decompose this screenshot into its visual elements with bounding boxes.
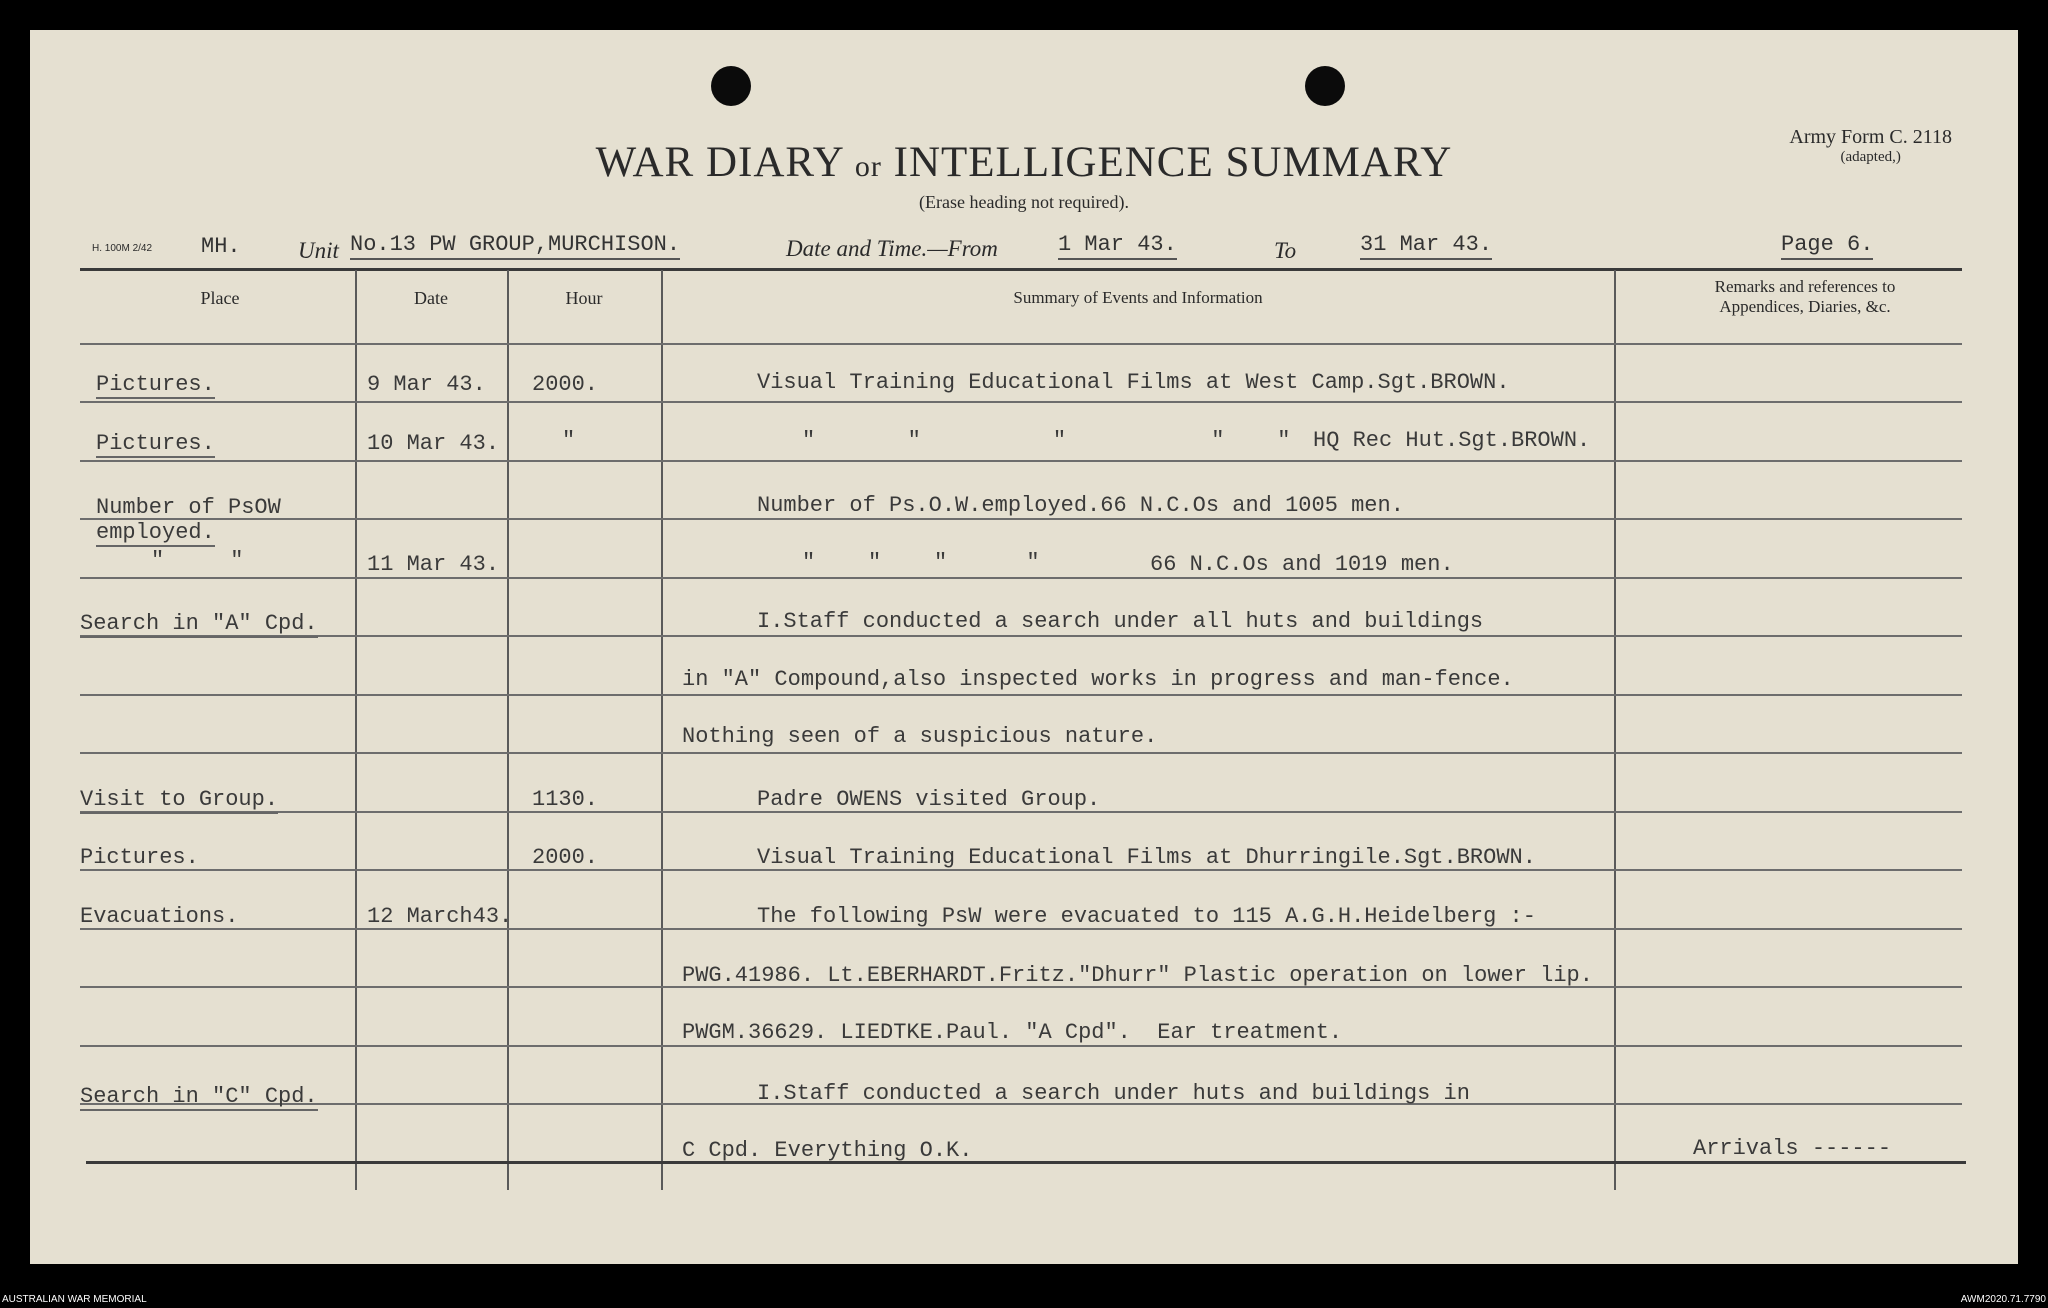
print-code: H. 100M 2/42 xyxy=(92,243,153,254)
archive-reference: AWM2020.71.7790 xyxy=(1960,1294,2046,1305)
title-or: or xyxy=(854,150,882,183)
entry-place: Visit to Group. xyxy=(80,787,279,812)
column-divider xyxy=(661,270,663,1190)
row-rule xyxy=(80,752,1962,754)
entry-place: employed. xyxy=(96,520,215,545)
from-date: 1 Mar 43. xyxy=(1058,232,1177,260)
row-rule xyxy=(80,635,1962,637)
entry-summary: I.Staff conducted a search under huts and buildings in xyxy=(757,1081,1470,1106)
unit-value: No.13 PW GROUP,MURCHISON. xyxy=(350,232,680,260)
row-rule xyxy=(80,577,1962,579)
row-rule xyxy=(80,401,1962,403)
title-part-2: INTELLIGENCE SUMMARY xyxy=(893,139,1453,186)
form-number xyxy=(1789,126,1952,166)
row-rule xyxy=(80,343,1962,345)
entry-place-ditto: " " xyxy=(151,548,244,573)
form-number-line2: (adapted,) xyxy=(1840,149,1901,165)
entry-summary-ditto: " " " " xyxy=(802,550,1040,575)
entry-date: 10 Mar 43. xyxy=(367,431,500,456)
entry-date: 9 Mar 43. xyxy=(367,372,486,397)
remarks-header-line2: Appendices, Diaries, &c. xyxy=(1719,297,1891,316)
entry-hour-ditto: " xyxy=(562,428,576,453)
header-row xyxy=(30,226,2018,270)
entry-hour: 1130. xyxy=(532,787,599,812)
mh-mark: MH. xyxy=(201,234,241,259)
entry-hour: 2000. xyxy=(532,845,599,870)
entry-date: 12 March43. xyxy=(367,904,513,929)
entry-summary: C Cpd. Everything O.K. xyxy=(682,1138,973,1163)
row-rule xyxy=(80,1045,1962,1047)
to-label: To xyxy=(1274,238,1297,263)
column-header-remarks xyxy=(1615,277,1995,317)
entry-summary-ditto: " " " " " xyxy=(802,428,1291,453)
punch-hole xyxy=(711,66,751,106)
table-top-rule xyxy=(80,268,1962,271)
entry-summary: PWGM.36629. LIEDTKE.Paul. "A Cpd". Ear treatment. xyxy=(682,1020,1343,1045)
entry-summary: PWG.41986. Lt.EBERHARDT.Fritz."Dhurr" Plastic operation on lower lip. xyxy=(682,963,1593,988)
entry-place: Pictures. xyxy=(80,845,199,870)
row-rule xyxy=(80,694,1962,696)
entry-summary: Visual Training Educational Films at Dhurringile.Sgt.BROWN. xyxy=(757,845,1536,870)
entry-remarks: Arrivals ------ xyxy=(1693,1136,1892,1161)
entry-place: Pictures. xyxy=(96,372,215,397)
entry-place: Pictures. xyxy=(96,431,215,456)
unit-label: Unit xyxy=(298,238,339,263)
entry-summary: 66 N.C.Os and 1019 men. xyxy=(1150,552,1454,577)
remarks-header-line1: Remarks and references to xyxy=(1714,277,1896,296)
date-label: Date and Time.—From xyxy=(786,236,998,261)
entry-summary: Visual Training Educational Films at West Camp.Sgt.BROWN. xyxy=(757,370,1510,395)
title-part-1: WAR DIARY xyxy=(595,139,844,186)
document-subtitle: (Erase heading not required). xyxy=(919,192,1129,212)
page-number: Page 6. xyxy=(1781,232,1873,260)
column-header-summary: Summary of Events and Information xyxy=(1013,288,1263,307)
column-header-hour: Hour xyxy=(565,288,603,308)
document-title xyxy=(30,138,2018,187)
entry-summary: in "A" Compound,also inspected works in progress and man-fence. xyxy=(682,667,1514,692)
punch-hole xyxy=(1305,66,1345,106)
diary-page xyxy=(30,30,2018,1264)
entry-place: Search in "A" Cpd. xyxy=(80,611,318,636)
entry-place: Number of PsOW xyxy=(96,495,281,520)
entry-date: 11 Mar 43. xyxy=(367,552,500,577)
form-number-line1: Army Form C. 2118 xyxy=(1789,126,1952,148)
row-rule xyxy=(80,518,1962,520)
footer-bar xyxy=(0,1264,2048,1308)
table-bottom-rule xyxy=(86,1161,1966,1164)
entry-hour: 2000. xyxy=(532,372,599,397)
entry-summary: HQ Rec Hut.Sgt.BROWN. xyxy=(1313,428,1591,453)
entry-summary: The following PsW were evacuated to 115 A.G.H.Heidelberg :- xyxy=(757,904,1536,929)
entry-summary: Number of Ps.O.W.employed.66 N.C.Os and 1005 men. xyxy=(757,493,1404,518)
entry-summary: I.Staff conducted a search under all huts and buildings xyxy=(757,609,1484,634)
entry-place: Search in "C" Cpd. xyxy=(80,1084,318,1109)
column-header-date: Date xyxy=(414,288,448,308)
column-divider xyxy=(507,270,509,1190)
entry-place: Evacuations. xyxy=(80,904,239,929)
column-divider xyxy=(1614,270,1616,1190)
column-divider xyxy=(355,270,357,1190)
entry-summary: Padre OWENS visited Group. xyxy=(757,787,1101,812)
entry-summary: Nothing seen of a suspicious nature. xyxy=(682,724,1158,749)
archive-credit: AUSTRALIAN WAR MEMORIAL xyxy=(2,1294,147,1305)
row-rule xyxy=(80,460,1962,462)
column-header-place: Place xyxy=(200,288,240,308)
to-date: 31 Mar 43. xyxy=(1360,232,1492,260)
